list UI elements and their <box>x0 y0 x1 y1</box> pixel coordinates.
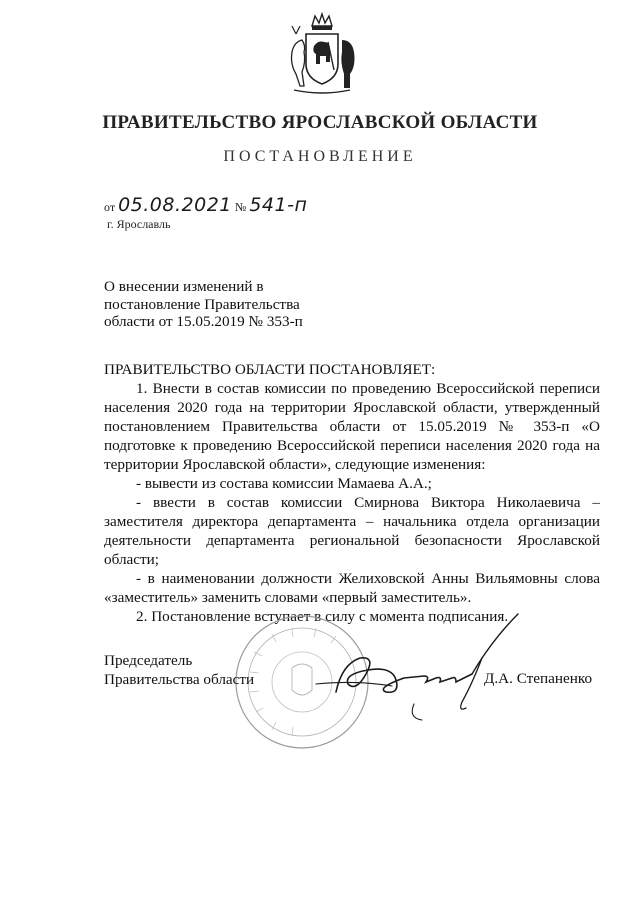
position-line: Правительства области <box>104 671 255 688</box>
body-paragraph: - ввести в состав комиссии Смирнова Виктора Николаевича – заместителя директора департамента – начальника отдела организации деятельности департамента региональной безопасности Ярославской области; <box>104 494 600 568</box>
preamble: ПРАВИТЕЛЬСТВО ОБЛАСТИ ПОСТАНОВЛЯЕТ: <box>104 361 436 378</box>
government-title: ПРАВИТЕЛЬСТВО ЯРОСЛАВСКОЙ ОБЛАСТИ <box>102 112 538 133</box>
coat-of-arms-emblem <box>282 12 362 100</box>
signatory-name: Д.А. Степаненко <box>484 670 593 687</box>
subject-line: постановление Правительства <box>104 295 300 313</box>
decree-body <box>104 360 600 626</box>
handwritten-date: 05.08.2021 <box>118 194 232 216</box>
city-label: г. Ярославль <box>107 217 171 231</box>
document-type-title: ПОСТАНОВЛЕНИЕ <box>223 148 417 165</box>
body-paragraph: 1. Внести в состав комиссии по проведению Всероссийской переписи населения 2020 года на территории Ярославской области, утвержденный постановлением Правительства области от 15.05.2019 № 353-п «О подготовке к проведению Всероссийской переписи населения 2020 года на территории Ярославской области», следующие изменения: <box>104 380 600 473</box>
handwritten-number: 541-п <box>249 194 308 216</box>
body-paragraph: 2. Постановление вступает в силу с момента подписания. <box>136 608 509 625</box>
number-prefix: № <box>234 200 247 214</box>
subject-line: области от 15.05.2019 № 353-п <box>104 313 303 330</box>
position-line: Председатель <box>104 652 193 669</box>
body-paragraph: - в наименовании должности Желиховской Анны Вильямовны слова «заместитель» заменить словами «первый заместитель». <box>104 570 600 606</box>
handwritten-signature <box>296 600 536 730</box>
date-prefix: от <box>104 200 116 214</box>
signatory-position <box>104 651 254 689</box>
subject-line: О внесении изменений в <box>104 278 264 295</box>
date-number-line <box>104 194 307 216</box>
body-paragraph: - вывести из состава комиссии Мамаева А.А.; <box>136 475 432 492</box>
subject-block <box>104 278 303 331</box>
